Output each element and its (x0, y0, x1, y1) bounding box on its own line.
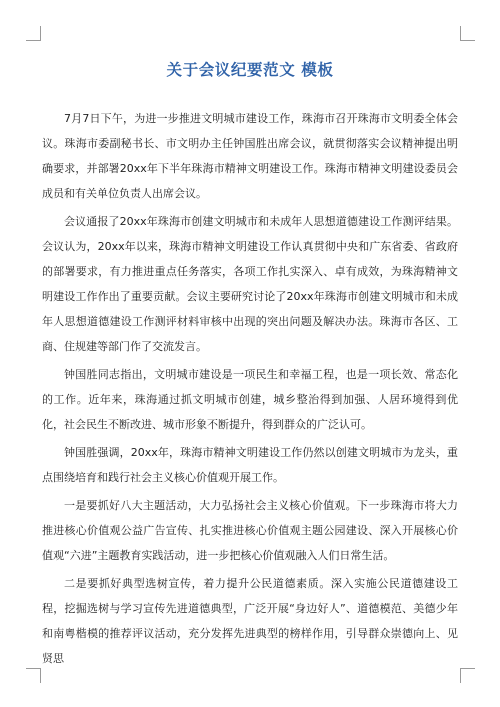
paragraph-meeting-overview: 7月7日下午，为进一步推进文明城市建设工作，珠海市召开珠海市文明委全体会议。珠海市委副秘书长、市文明办主任钟国胜出席会议，就贯彻落实会议精神提出明确要求，并部署20xx年下半年珠海市精神文明建设工作。珠海市精神文明建设委员会成员和有关单位负责人出席会议。 (42, 112, 458, 200)
page-corner-mark-top-right (460, 26, 475, 41)
paragraph-evaluation-results: 会议通报了20xx年珠海市创建文明城市和未成年人思想道德建设工作测评结果。会议认为，20xx年以来，珠海市精神文明建设工作认真贯彻中央和广东省委、省政府的部署要求，有力推进重点任务落实，各项工作扎实深入、卓有成效，为珠海精神文明建设工作作出了重要贡献。会议主要研究讨论了20xx年珠海市创建文明城市和未成年人思想道德建设工作测评材料审核中出现的突出问题及解决办法。珠海市各区、工商、住规建等部门作了交流发言。 (42, 215, 458, 353)
paragraph-point-two: 二是要抓好典型选树宣传，着力提升公民道德素质。深入实施公民道德建设工程，挖掘选树与学习宣传先进道德典型，广泛开展“身边好人”、道德模范、美德少年和南粤楷模的推荐评议活动，充分发挥先进典型的榜样作用，引导群众崇德向上、见贤思 (42, 577, 458, 665)
page-corner-mark-top-left (26, 26, 41, 41)
paragraph-civilized-city: 钟国胜同志指出，文明城市建设是一项民生和幸福工程，也是一项长效、常态化的工作。近年来，珠海通过抓文明城市创建，城乡整治得到加强、人居环境得到优化，社会民生不断改进、城市形象不断提升，得到群众的广泛认可。 (42, 368, 458, 431)
page-corner-mark-bottom-left (26, 668, 41, 683)
document-title: 关于会议纪要范文 模板 (166, 61, 334, 79)
paragraph-point-one: 一是要抓好八大主题活动，大力弘扬社会主义核心价值观。下一步珠海市将大力推进核心价值观公益广告宣传、扎实推进核心价值观主题公园建设、深入开展核心价值观“六进”主题教育实践活动，进一步把核心价值观融入人们日常生活。 (42, 499, 458, 562)
paragraph-core-values-focus: 钟国胜强调，20xx年，珠海市精神文明建设工作仍然以创建文明城市为龙头，重点围绕培育和践行社会主义核心价值观开展工作。 (42, 446, 458, 484)
page-corner-mark-bottom-right (460, 668, 475, 683)
document-body (42, 58, 458, 674)
